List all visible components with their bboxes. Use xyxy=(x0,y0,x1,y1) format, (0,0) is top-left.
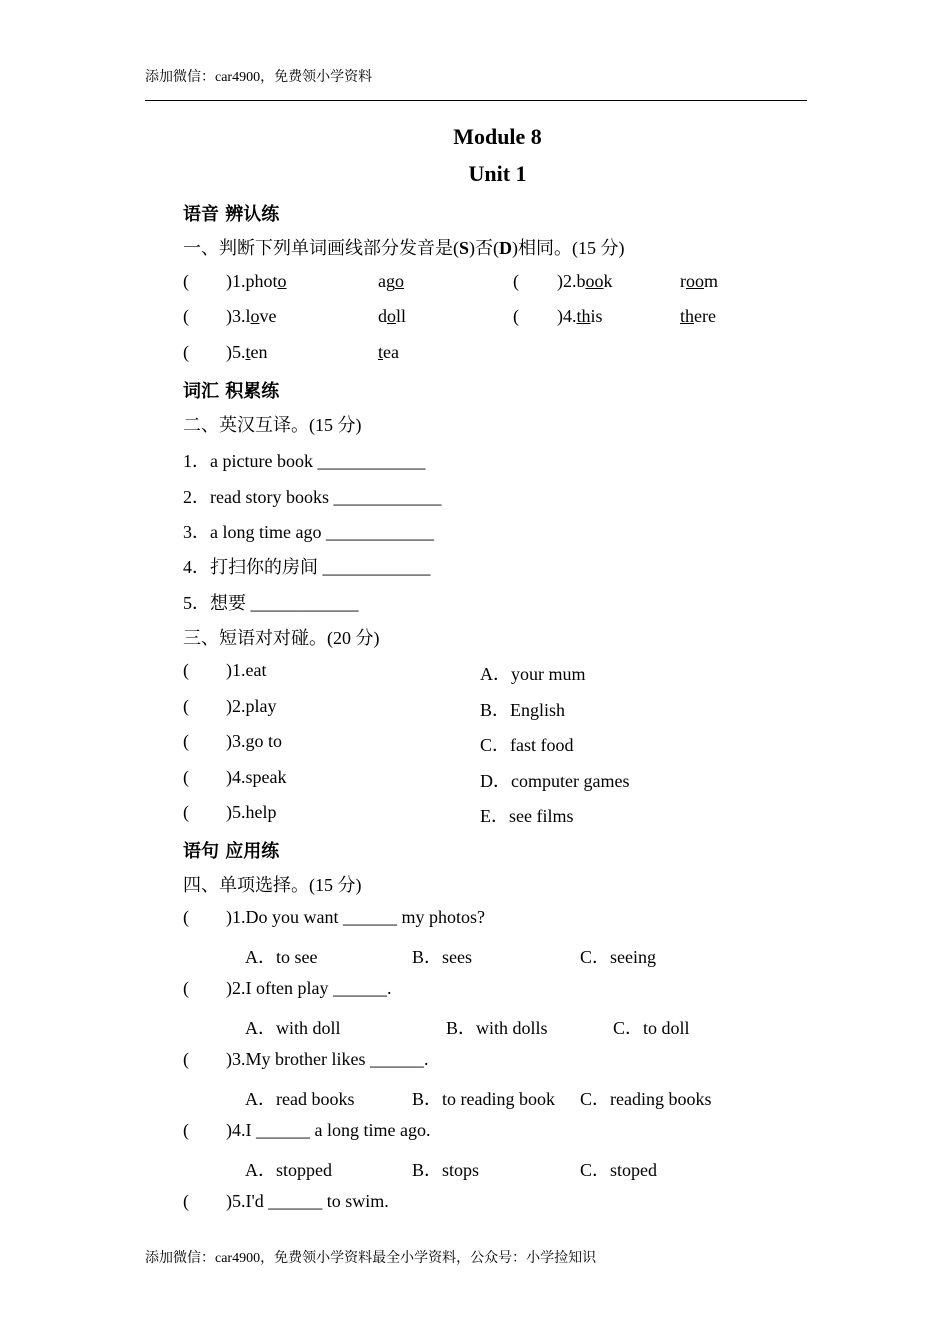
match-left-item: )5.help xyxy=(226,802,277,822)
answer-paren: ( xyxy=(183,1120,189,1140)
answer-paren: ( xyxy=(183,306,189,326)
underlined-part: t xyxy=(245,342,251,362)
underlined-part: o xyxy=(387,306,396,326)
section3-instruction: 三、短语对对碰。(20 分) xyxy=(183,628,380,648)
match-left-item: )3.go to xyxy=(226,731,282,751)
word-part: r xyxy=(680,271,686,291)
word-part: ag xyxy=(378,271,395,291)
translation-item: 3．a long time ago ____________ xyxy=(183,522,434,542)
module-title: Module 8 xyxy=(453,124,542,149)
word-part: en xyxy=(250,342,268,362)
section4-instruction: 四、单项选择。(15 分) xyxy=(183,875,362,895)
compare-word xyxy=(378,306,406,327)
answer-paren: ( xyxy=(183,907,189,927)
word-part: )5. xyxy=(226,342,246,362)
section-heading-pronunciation: 语音 辨认练 xyxy=(183,204,280,225)
word-part: ll xyxy=(396,306,407,326)
option-a: A．stopped xyxy=(245,1160,332,1180)
translation-item: 4．打扫你的房间 ____________ xyxy=(183,557,431,577)
question-text: )2.I often play ______. xyxy=(226,978,392,998)
option-b: B．sees xyxy=(412,947,472,967)
answer-paren: ( xyxy=(183,1191,189,1211)
compare-word xyxy=(378,271,404,292)
word-part: )2.b xyxy=(557,271,586,291)
option-b: B．stops xyxy=(412,1160,480,1180)
instr-s: S xyxy=(459,238,470,258)
instr-text: )否( xyxy=(469,238,500,258)
question-text: )3.My brother likes ______. xyxy=(226,1049,429,1069)
match-right-item: D．computer games xyxy=(480,771,630,791)
answer-paren: ( xyxy=(183,767,189,787)
option-a: A．with doll xyxy=(245,1018,341,1038)
translation-item: 5．想要 ____________ xyxy=(183,593,359,613)
answer-paren: ( xyxy=(183,1049,189,1069)
question-text: )5.I'd ______ to swim. xyxy=(226,1191,389,1211)
word-part: d xyxy=(378,306,387,326)
answer-paren: ( xyxy=(513,271,519,291)
word-item xyxy=(226,342,268,363)
word-part: ve xyxy=(259,306,277,326)
section-heading-vocabulary: 词汇 积累练 xyxy=(183,381,280,402)
answer-paren: ( xyxy=(183,271,189,291)
underlined-part: o xyxy=(395,271,404,291)
header-rule xyxy=(145,100,807,101)
word-part: m xyxy=(704,271,719,291)
underlined-part: oo xyxy=(686,271,704,291)
answer-paren: ( xyxy=(513,306,519,326)
word-item xyxy=(226,306,277,327)
answer-paren: ( xyxy=(183,660,189,680)
underlined-part: t xyxy=(378,342,384,362)
compare-word xyxy=(378,342,399,363)
answer-paren: ( xyxy=(183,342,189,362)
match-left-item: )1.eat xyxy=(226,660,267,680)
underlined-part: th xyxy=(680,306,695,326)
underlined-part: oo xyxy=(585,271,604,291)
compare-word xyxy=(680,271,718,292)
word-part: ea xyxy=(383,342,399,362)
underlined-part: o xyxy=(250,306,260,326)
answer-paren: ( xyxy=(183,696,189,716)
match-left-item: )4.speak xyxy=(226,767,287,787)
translation-item: 2．read story books ____________ xyxy=(183,487,442,507)
answer-paren: ( xyxy=(183,802,189,822)
question-text: )4.I ______ a long time ago. xyxy=(226,1120,431,1140)
section2-instruction: 二、英汉互译。(15 分) xyxy=(183,415,362,435)
option-c: C．to doll xyxy=(613,1018,690,1038)
page-header: 添加微信：car4900，免费领小学资料 xyxy=(145,70,373,85)
underlined-part: th xyxy=(576,306,591,326)
word-part: )1.phot xyxy=(226,271,278,291)
match-left-item: )2.play xyxy=(226,696,277,716)
unit-title: Unit 1 xyxy=(468,161,527,186)
question-text: )1.Do you want ______ my photos? xyxy=(226,907,485,927)
word-part: )3.l xyxy=(226,306,251,326)
word-item xyxy=(557,271,613,292)
answer-paren: ( xyxy=(183,731,189,751)
match-right-item: E．see films xyxy=(480,806,574,826)
word-item xyxy=(557,306,603,327)
match-right-item: C．fast food xyxy=(480,735,574,755)
match-right-item: B．English xyxy=(480,700,566,720)
word-part: k xyxy=(603,271,613,291)
option-c: C．reading books xyxy=(580,1089,712,1109)
option-b: B．to reading book xyxy=(412,1089,555,1109)
underlined-part: o xyxy=(277,271,287,291)
instr-text: )相同。(15 分) xyxy=(512,238,625,258)
option-a: A．read books xyxy=(245,1089,355,1109)
instr-text: 一、判断下列单词画线部分发音是( xyxy=(183,238,459,258)
page-footer: 添加微信：car4900，免费领小学资料最全小学资料，公众号：小学捡知识 xyxy=(145,1251,597,1266)
word-part: is xyxy=(590,306,603,326)
translation-item: 1．a picture book ____________ xyxy=(183,451,426,471)
match-right-item: A．your mum xyxy=(480,664,586,684)
option-c: C．seeing xyxy=(580,947,656,967)
word-part: ere xyxy=(694,306,716,326)
option-b: B．with dolls xyxy=(446,1018,548,1038)
answer-paren: ( xyxy=(183,978,189,998)
compare-word xyxy=(680,306,716,327)
option-c: C．stoped xyxy=(580,1160,658,1180)
option-a: A．to see xyxy=(245,947,318,967)
instr-d: D xyxy=(499,238,513,258)
word-part: )4. xyxy=(557,306,577,326)
word-item xyxy=(226,271,287,292)
section1-instruction xyxy=(183,234,625,260)
section-heading-sentences: 语句 应用练 xyxy=(183,841,280,862)
